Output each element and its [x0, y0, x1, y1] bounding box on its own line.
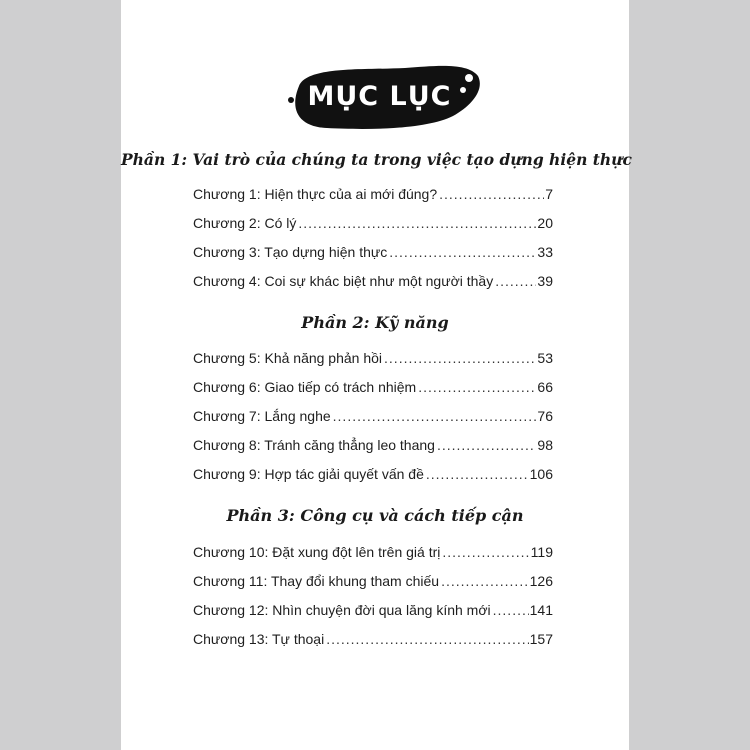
- toc-row[interactable]: [193, 408, 553, 428]
- chapter-title: Chương 12: Nhìn chuyện đời qua lăng kính mới: [193, 602, 491, 618]
- chapter-title: Chương 13: Tự thoại: [193, 631, 325, 647]
- toc-row[interactable]: [193, 437, 553, 457]
- chapter-title: Chương 3: Tạo dựng hiện thực: [193, 244, 388, 260]
- page-number: 119: [530, 544, 553, 560]
- chapter-title: Chương 8: Tránh căng thẳng leo thang: [193, 437, 435, 453]
- toc-row[interactable]: [193, 544, 553, 564]
- chapter-title: Chương 2: Có lý: [193, 215, 297, 231]
- toc-row[interactable]: [193, 466, 553, 486]
- page-number: 20: [537, 215, 553, 231]
- leader-dots: [439, 186, 544, 202]
- page-number: 98: [537, 437, 553, 453]
- part-1-heading: Phần 1: Vai trò của chúng ta trong việc tạo dựng hiện thực: [121, 150, 632, 169]
- toc-row[interactable]: [193, 631, 553, 651]
- page-number: 106: [529, 466, 553, 482]
- chapter-title: Chương 5: Khả năng phản hồi: [193, 350, 383, 366]
- page-number: 157: [529, 631, 553, 647]
- chapter-title: Chương 4: Coi sự khác biệt như một người thầy: [193, 273, 494, 289]
- chapter-title: Chương 7: Lắng nghe: [193, 408, 331, 424]
- leader-dots: [437, 437, 536, 453]
- leader-dots: [389, 244, 536, 260]
- leader-dots: [426, 466, 529, 482]
- toc-row[interactable]: [193, 244, 553, 264]
- leader-dots: [442, 544, 529, 560]
- chapter-title: Chương 10: Đặt xung đột lên trên giá trị: [193, 544, 441, 560]
- toc-row[interactable]: [193, 602, 553, 622]
- page-number: 33: [537, 244, 553, 260]
- leader-dots: [326, 631, 528, 647]
- toc-row[interactable]: [193, 379, 553, 399]
- page-number: 126: [529, 573, 553, 589]
- part-2-heading: Phần 2: Kỹ năng: [301, 313, 449, 332]
- toc-row[interactable]: [193, 186, 553, 206]
- leader-dots: [493, 602, 529, 618]
- title-badge: [285, 60, 480, 132]
- toc-row[interactable]: [193, 273, 553, 293]
- toc-row[interactable]: [193, 573, 553, 593]
- page-number: 39: [537, 273, 553, 289]
- page-number: 53: [537, 350, 553, 366]
- page-number: 141: [529, 602, 553, 618]
- leader-dots: [384, 350, 536, 366]
- chapter-title: Chương 6: Giao tiếp có trách nhiệm: [193, 379, 417, 395]
- page-number: 76: [537, 408, 553, 424]
- leader-dots: [418, 379, 536, 395]
- chapter-title: Chương 9: Hợp tác giải quyết vấn đề: [193, 466, 424, 482]
- chapter-title: Chương 11: Thay đổi khung tham chiếu: [193, 573, 440, 589]
- chapter-title: Chương 1: Hiện thực của ai mới đúng?: [193, 186, 438, 202]
- page-number: 66: [537, 379, 553, 395]
- toc-row[interactable]: [193, 215, 553, 235]
- leader-dots: [441, 573, 529, 589]
- part-3-heading: Phần 3: Công cụ và cách tiếp cận: [226, 506, 524, 525]
- page-number: 7: [545, 186, 553, 202]
- page-title: MỤC LỤC: [307, 80, 452, 112]
- leader-dots: [298, 215, 536, 231]
- leader-dots: [333, 408, 537, 424]
- toc-row[interactable]: [193, 350, 553, 370]
- leader-dots: [495, 273, 536, 289]
